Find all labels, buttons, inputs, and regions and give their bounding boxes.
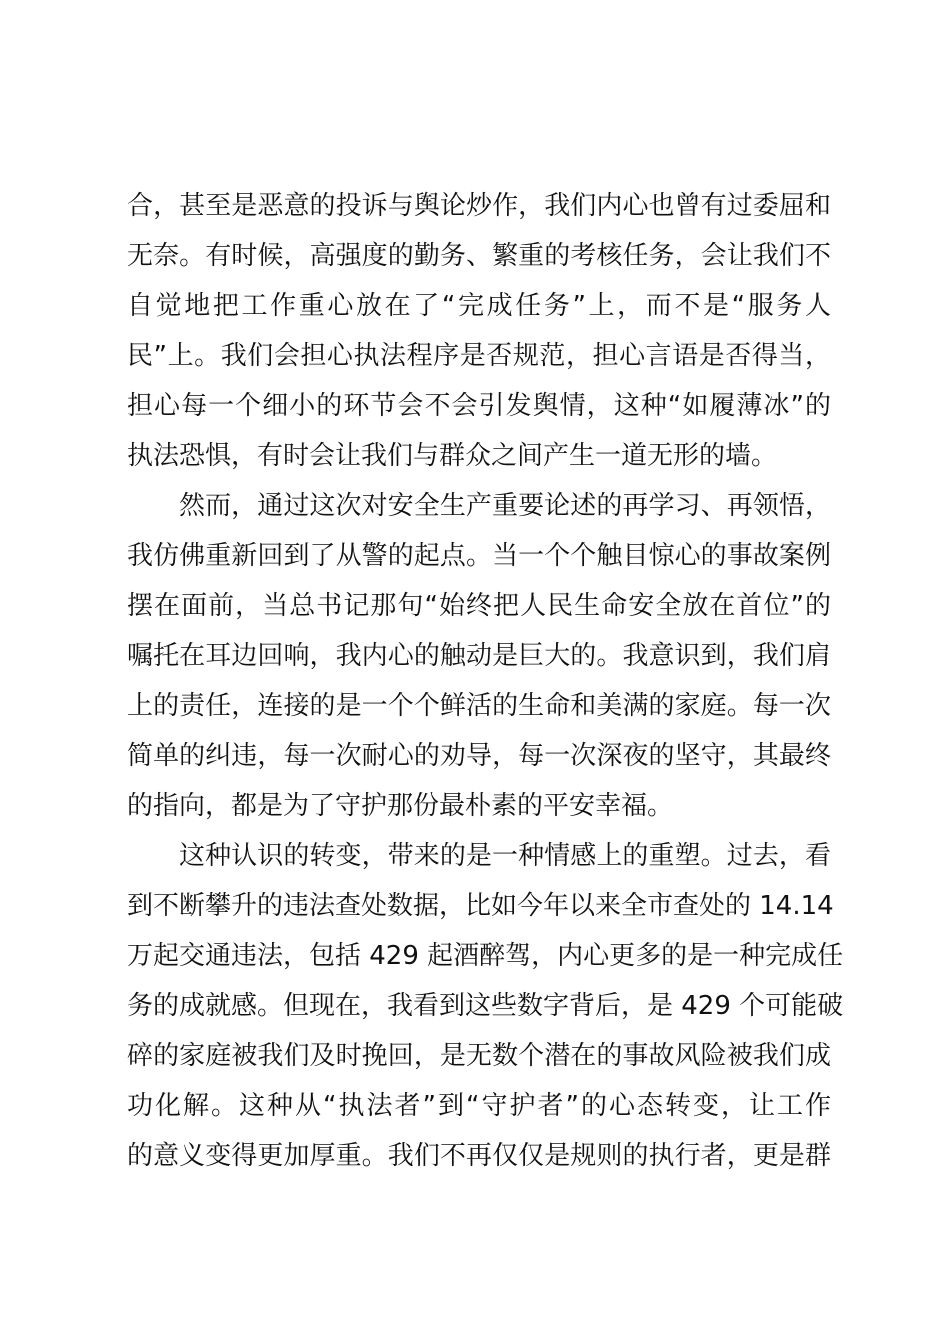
text-line: 上的责任，连接的是一个个鲜活的生命和美满的家庭。每一次: [127, 691, 831, 721]
text-line: 到不断攀升的违法查处数据，比如今年以来全市查处的 14.14: [127, 891, 834, 921]
text-line: 然而，通过这次对安全生产重要论述的再学习、再领悟，: [179, 491, 831, 521]
text-line: 自觉地把工作重心放在了“完成任务”上，而不是“服务人: [127, 291, 831, 321]
text-line: 的指向，都是为了守护那份最朴素的平安幸福。: [127, 791, 674, 821]
text-line: 万起交通违法，包括 429 起酒醉驾，内心更多的是一种完成任: [127, 941, 844, 971]
text-line: 功化解。这种从“执法者”到“守护者”的心态转变，让工作: [127, 1091, 831, 1121]
text-line: 担心每一个细小的环节会不会引发舆情，这种“如履薄冰”的: [127, 391, 831, 421]
text-line: 务的成就感。但现在，我看到这些数字背后，是 429 个可能破: [127, 991, 844, 1021]
body-text: [127, 181, 844, 1181]
text-line: 简单的纠违，每一次耐心的劝导，每一次深夜的坚守，其最终: [127, 741, 831, 771]
text-line: 的意义变得更加厚重。我们不再仅仅是规则的执行者，更是群: [127, 1141, 831, 1171]
text-line: 民”上。我们会担心执法程序是否规范，担心言语是否得当，: [127, 341, 831, 371]
text-line: 执法恐惧，有时会让我们与群众之间产生一道无形的墙。: [127, 441, 778, 471]
text-line: 我仿佛重新回到了从警的起点。当一个个触目惊心的事故案例: [127, 541, 831, 571]
text-line: 嘱托在耳边回响，我内心的触动是巨大的。我意识到，我们肩: [127, 641, 831, 671]
text-line: 摆在面前，当总书记那句“始终把人民生命安全放在首位”的: [127, 591, 831, 621]
text-line: 碎的家庭被我们及时挽回，是无数个潜在的事故风险被我们成: [127, 1041, 831, 1071]
text-line: 无奈。有时候，高强度的勤务、繁重的考核任务，会让我们不: [127, 241, 831, 271]
text-line: 这种认识的转变，带来的是一种情感上的重塑。过去，看: [179, 841, 831, 871]
text-line: 合，甚至是恶意的投诉与舆论炒作，我们内心也曾有过委屈和: [127, 191, 831, 221]
